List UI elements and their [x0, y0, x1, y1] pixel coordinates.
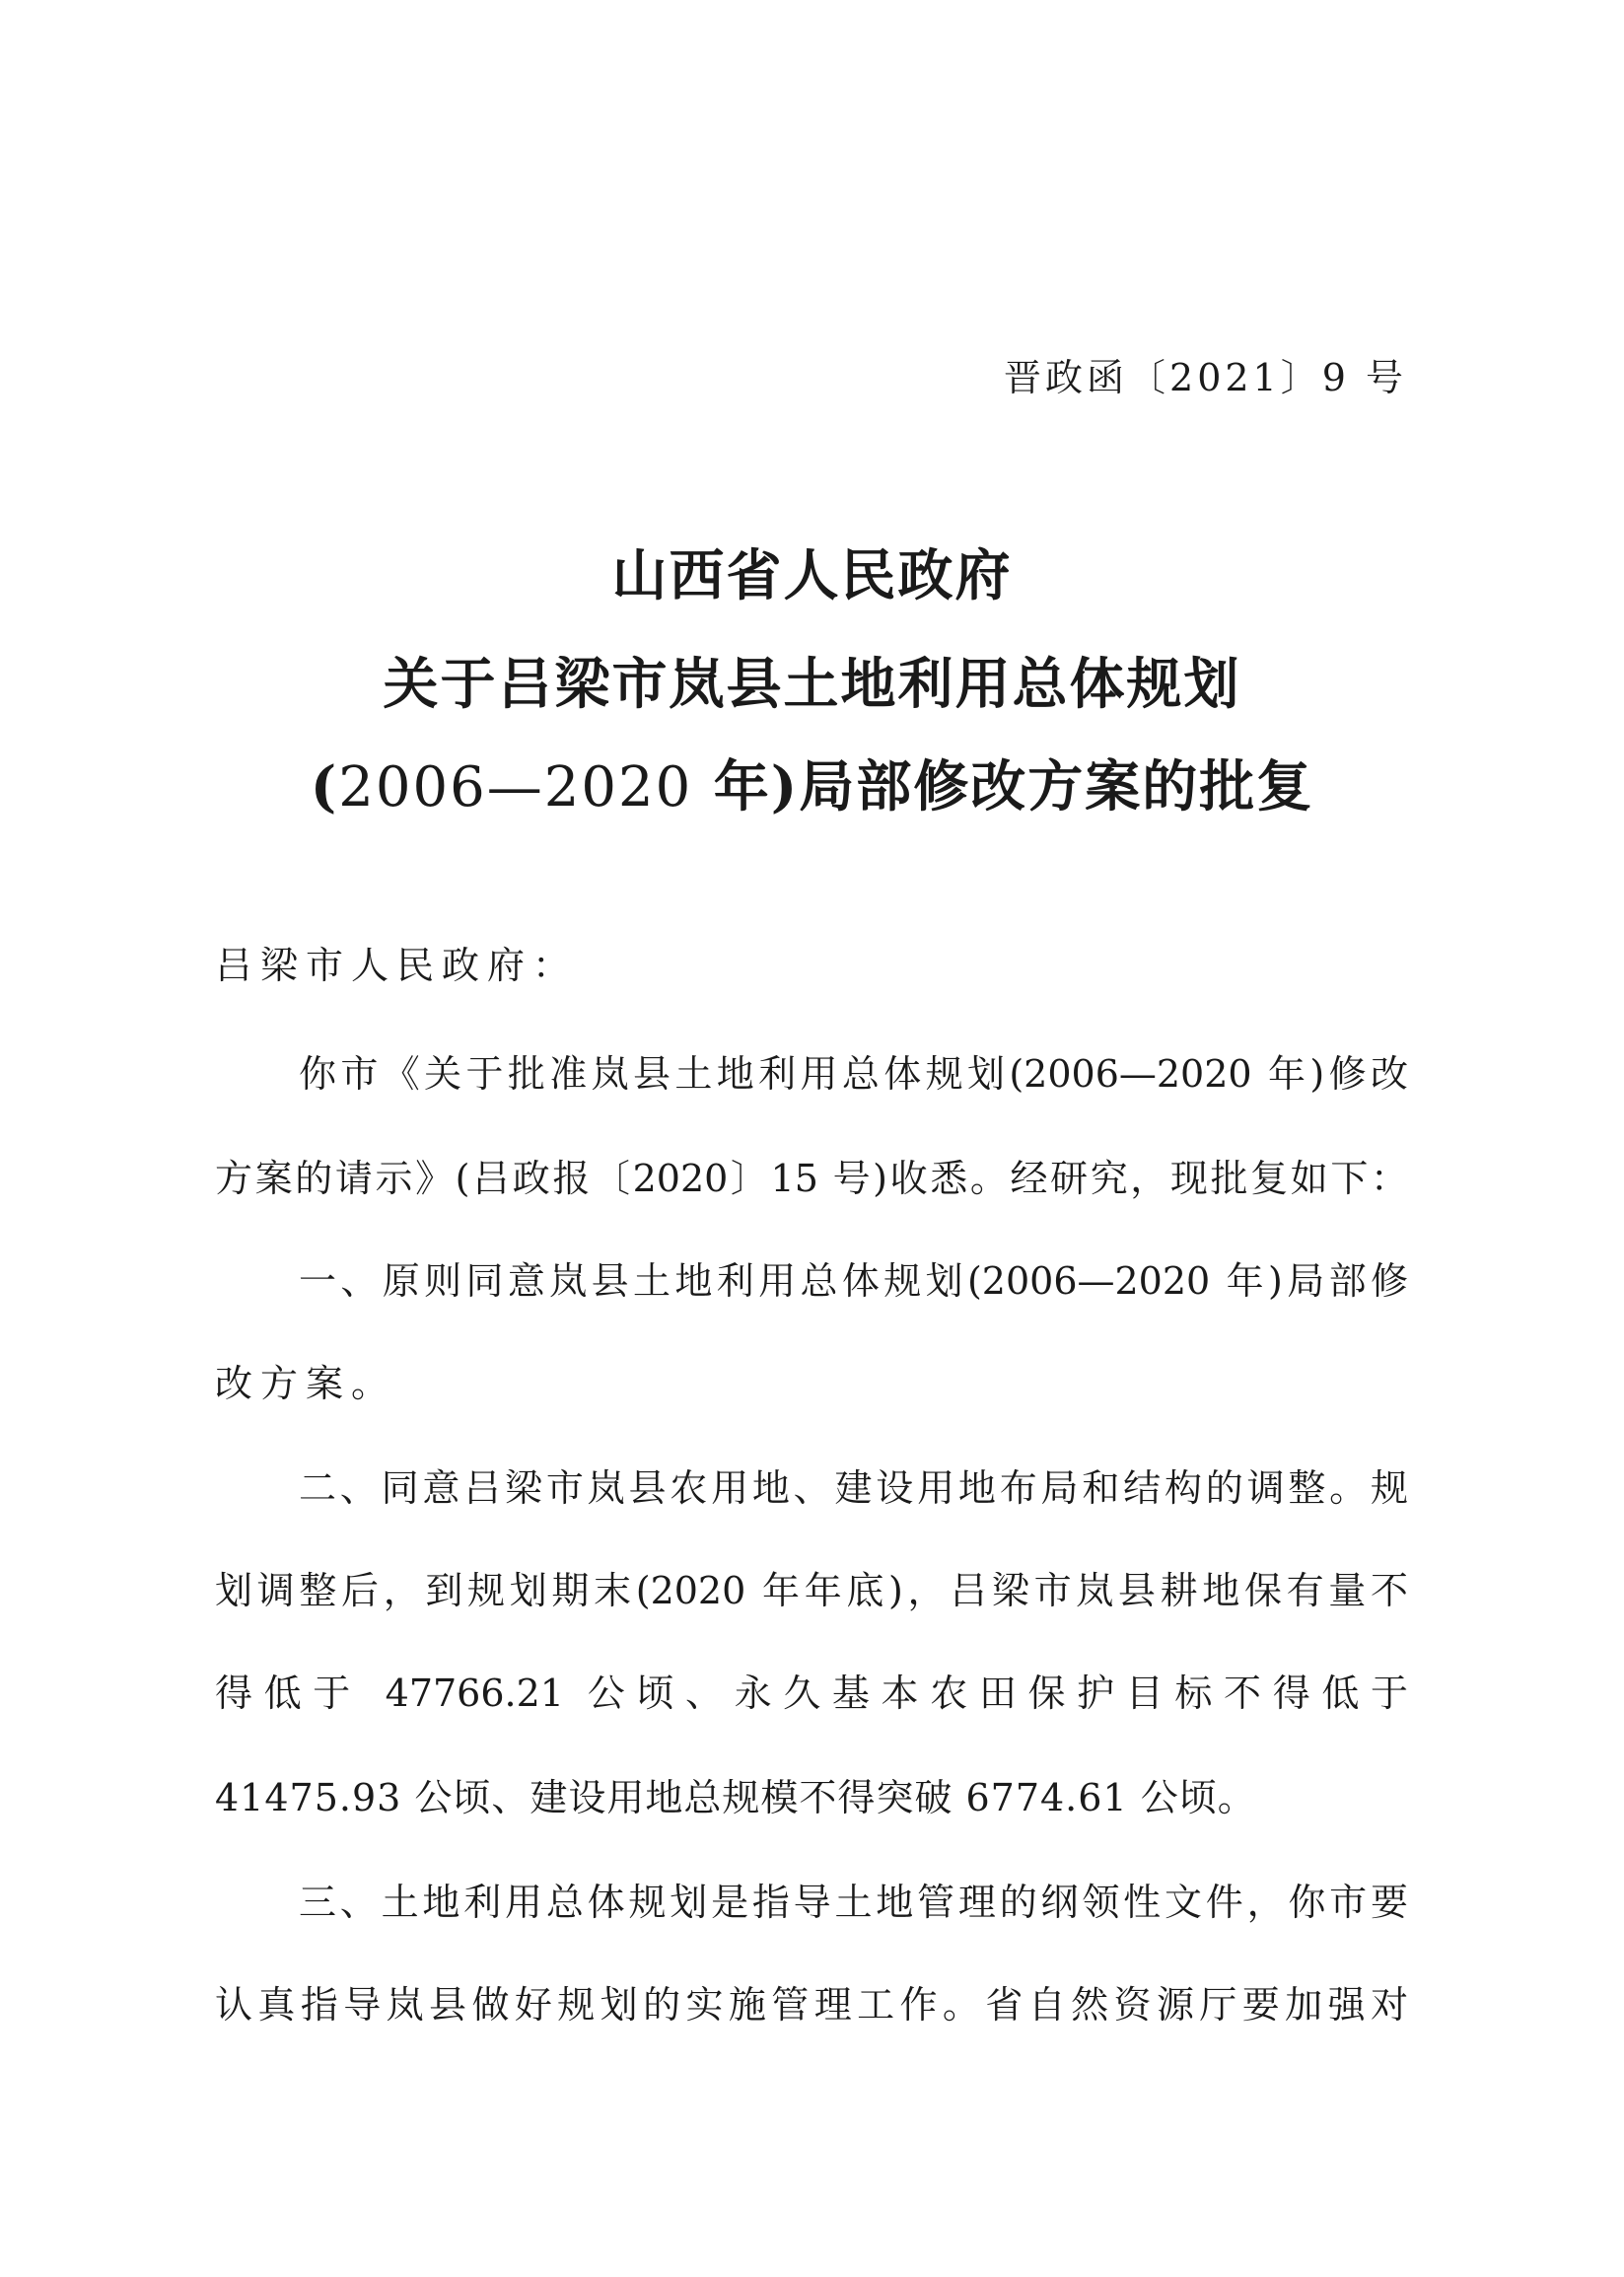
body-line-4: 改方案。	[215, 1362, 397, 1405]
title-line-3-rest: 年)局部修改方案的批复	[692, 754, 1314, 819]
title-line-2: 关于吕梁市岚县土地利用总体规划	[383, 652, 1241, 717]
document-number: 晋政函〔2021〕9 号	[1004, 356, 1407, 399]
body-line-5: 二、同意吕梁市岚县农用地、建设用地布局和结构的调整。规	[299, 1466, 1408, 1510]
title-open-paren: (	[310, 754, 339, 819]
body-line-9: 三、土地利用总体规划是指导土地管理的纲领性文件，你市要	[299, 1881, 1408, 1924]
body-line-6: 划调整后，到规划期末(2020 年年底)，吕梁市岚县耕地保有量不	[215, 1569, 1408, 1612]
body-line-1: 你市《关于批准岚县土地利用总体规划(2006—2020 年)修改	[299, 1052, 1408, 1096]
title-line-1: 山西省人民政府	[611, 543, 1013, 608]
title-line-3	[0, 744, 1624, 822]
body-line-8: 41475.93 公顷、建设用地总规模不得突破 6774.61 公顷。	[215, 1776, 1256, 1819]
body-line-7: 得低于 47766.21 公顷、永久基本农田保护目标不得低于	[215, 1672, 1408, 1715]
body-line-10: 认真指导岚县做好规划的实施管理工作。省自然资源厅要加强对	[215, 1983, 1408, 2027]
addressee: 吕梁市人民政府：	[215, 944, 579, 987]
body-line-3: 一、原则同意岚县土地利用总体规划(2006—2020 年)局部修	[299, 1259, 1408, 1303]
title-year-range: 2006—2020	[338, 755, 693, 819]
body-line-2: 方案的请示》(吕政报〔2020〕15 号)收悉。经研究，现批复如下：	[215, 1157, 1408, 1200]
